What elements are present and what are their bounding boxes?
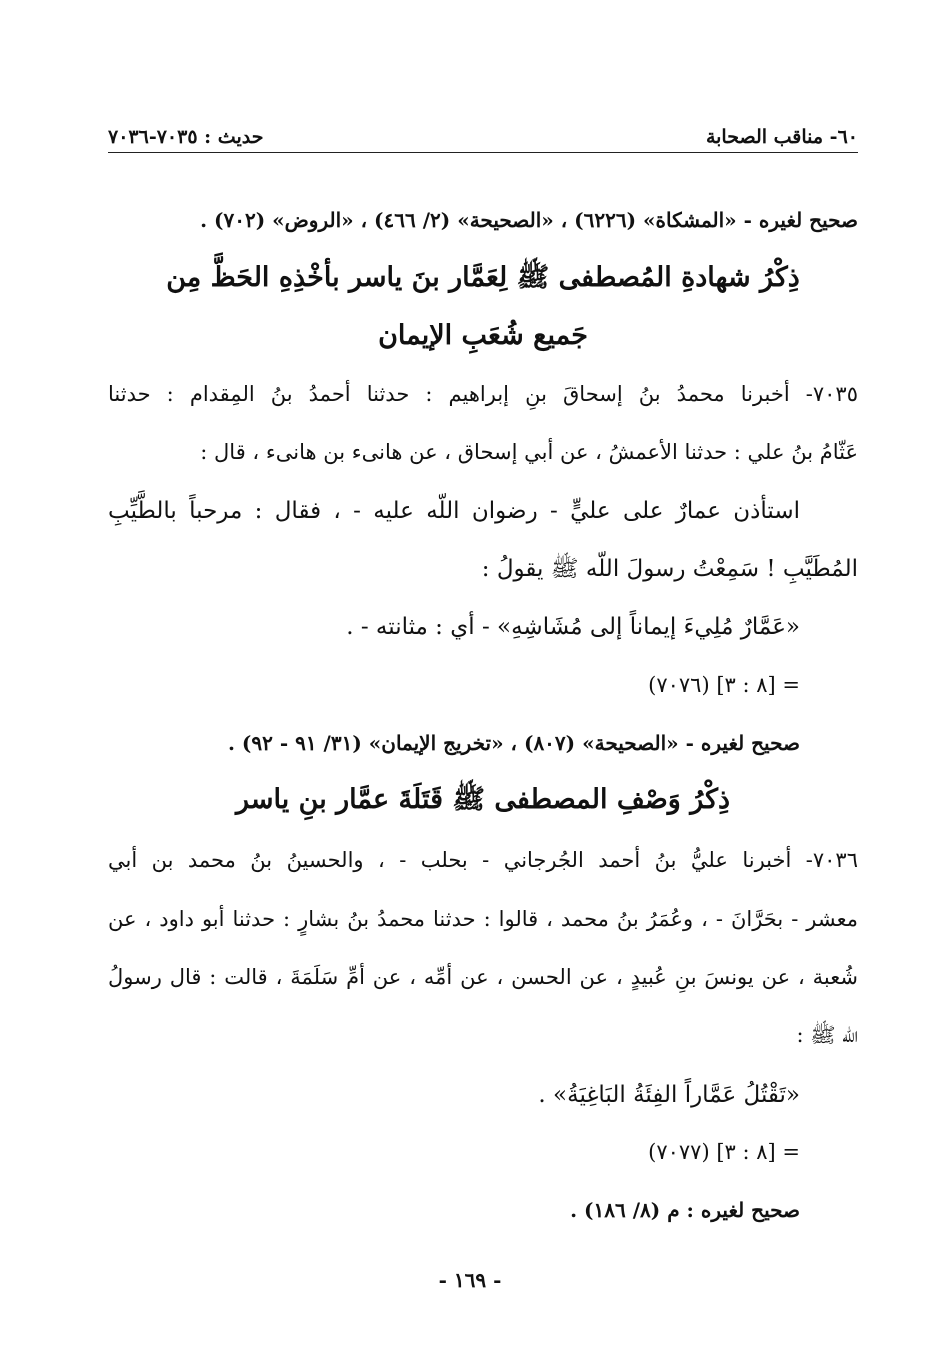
section1-matn-line2: المُطَيَّبِ ! سَمِعْتُ رسولَ اللّه ﷺ يقولُ : [481, 556, 858, 582]
chapter-title: ٦٠- مناقب الصحابة [705, 126, 858, 148]
section1-isnad-line1: ٧٠٣٥- أخبرنا محمدُ بنُ إسحاقَ بنِ إبراهيم : حدثنا أحمدُ بنُ المِقدام : حدثنا [108, 382, 858, 406]
section2-isnad-line1: ٧٠٣٦- أخبرنا عليُّ بنُ أحمد الجُرجاني - بحلب - ، والحسينُ بنُ محمد بن أبي [108, 848, 858, 872]
grade-top: صحيح لغيره - «المشكاة» (٦٢٢٦) ، «الصحيحة» (٢/ ٤٦٦) ، «الروض» (٧٠٢) . [200, 208, 858, 232]
header-divider [108, 152, 858, 153]
section2-quote: «تَقْتُلُ عَمَّاراً الفِئَةُ البَاغِيَةُ» . [538, 1082, 800, 1108]
section2-reference: = [٨ : ٣] (٧٠٧٧) [648, 1140, 800, 1164]
section1-reference: = [٨ : ٣] (٧٠٧٦) [648, 673, 800, 697]
page-header [108, 118, 858, 148]
section1-matn-line1: استأذن عمارٌ على عليٍّ - رضوان اللّه عليه - ، فقال : مرحباً بالطَّيِّبِ [108, 498, 800, 524]
page-number: - ١٦٩ - [438, 1268, 502, 1292]
section1-title-line2: جَميع شُعَبِ الإيمان [378, 320, 588, 351]
hadith-range: حديث : ٧٠٣٥-٧٠٣٦ [108, 126, 264, 148]
section2-isnad-line2: معشر - بحَرَّانَ - ، وعُمَرُ بنُ محمد ، قالوا : حدثنا محمدُ بنُ بشارٍ : حدثنا أبو داود ، عن [108, 907, 858, 931]
section1-grade: صحيح لغيره - «الصحيحة» (٨٠٧) ، «تخريج الإيمان» (٣١/ ٩١ - ٩٢) . [227, 731, 800, 755]
section2-grade: صحيح لغيره : م (٨/ ١٨٦) . [570, 1198, 800, 1222]
section2-title: ذِكْرُ وَصْفِ المصطفى ﷺ قَتَلَةَ عمَّار بنِ ياسر [236, 784, 730, 815]
section2-isnad-line3: شُعبة ، عن يونسَ بنِ عُبيدٍ ، عن الحسن ، عن أمِّه ، عن أمِّ سَلَمَةَ ، قالت : قال رسولُ [108, 965, 858, 989]
section2-isnad-line4: اللّه ﷺ : [796, 1023, 858, 1047]
section1-title-line1: ذِكْرُ شهادةِ المُصطفى ﷺ لِعَمَّار بنَ ياسر بأخْذِهِ الحَظَّ مِن [166, 262, 800, 293]
section1-quote: «عَمَّارٌ مُلِيءَ إيماناً إلى مُشَاشِهِ» - أي : مثانته - . [346, 614, 800, 640]
section1-isnad-line2: عَثّامُ بنُ علي : حدثنا الأعمشُ ، عن أبي إسحاق ، عن هانىء بن هانىء ، قال : [200, 440, 858, 464]
